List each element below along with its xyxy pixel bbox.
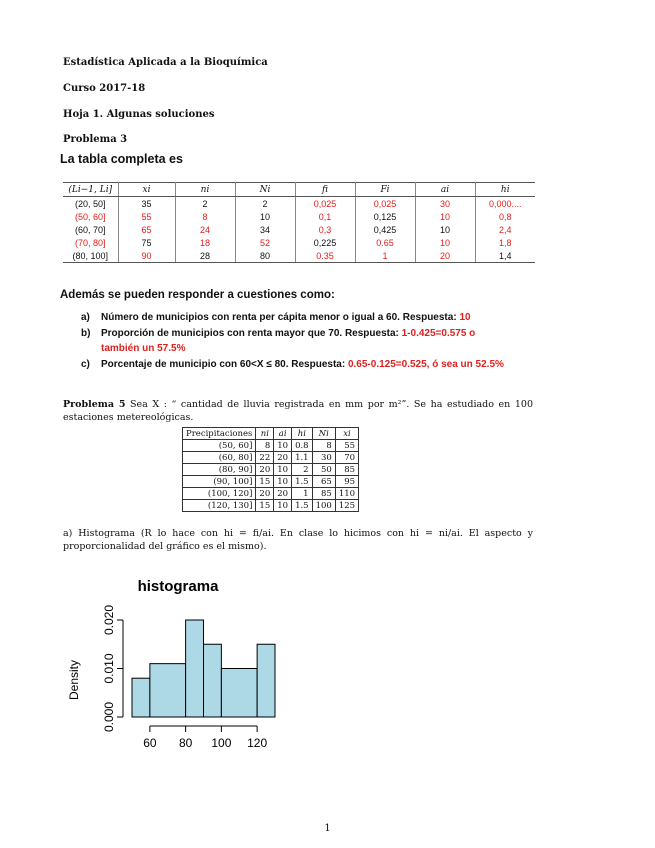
table1-cell: (70, 80] bbox=[63, 236, 118, 249]
table2-cell: 100 bbox=[312, 500, 335, 512]
table1-row bbox=[63, 249, 535, 263]
table2-header-cell: Ni bbox=[312, 428, 335, 440]
table2-row bbox=[183, 500, 359, 512]
table1-header-cell: xi bbox=[118, 183, 175, 197]
table2-cell: 10 bbox=[274, 500, 292, 512]
course-title: Estadística Aplicada a la Bioquímica bbox=[63, 57, 268, 68]
chart-title: histograma bbox=[137, 578, 219, 595]
table1-header-cell: hi bbox=[475, 183, 535, 197]
histogram-bar bbox=[221, 669, 257, 718]
table2-header-cell: Precipitaciones bbox=[183, 428, 256, 440]
y-tick-label: 0.020 bbox=[102, 604, 116, 636]
problem5-statement: Problema 5 Sea X : “ cantidad de lluvia registrada en mm por m²”. Se ha estudiado en 100 estaciones metereológicas. bbox=[63, 399, 533, 423]
table1-cell: (60, 70] bbox=[63, 223, 118, 236]
table2-cell: 20 bbox=[256, 488, 274, 500]
table1-row bbox=[63, 210, 535, 223]
table1-cell: 0.65 bbox=[355, 236, 415, 249]
table1-cell: 0.35 bbox=[295, 249, 355, 263]
table2-cell: 65 bbox=[312, 476, 335, 488]
table1-cell: 2,4 bbox=[498, 224, 512, 235]
table2-row bbox=[183, 464, 359, 476]
table1-cell: 75 bbox=[118, 236, 175, 249]
table2-cell: 1.5 bbox=[292, 500, 313, 512]
table-intro: La tabla completa es bbox=[60, 152, 183, 166]
table1-cell: 8 bbox=[175, 210, 235, 223]
table2-cell: 8 bbox=[256, 440, 274, 452]
table1-cell: 18 bbox=[175, 236, 235, 249]
table1-cell: 52 bbox=[235, 236, 295, 249]
histogram-note: a) Histograma (R lo hace con hi = fi/ai. En clase lo hicimos con hi = ni/ai. El aspecto y proporcionalidad del gráfico es el mismo). bbox=[63, 528, 533, 552]
table2-cell: (120, 130] bbox=[183, 500, 256, 512]
table1-header-cell: Fi bbox=[355, 183, 415, 197]
table2-cell: 85 bbox=[312, 488, 335, 500]
table2-cell: (60, 80] bbox=[183, 452, 256, 464]
table1-cell: 10 bbox=[415, 210, 475, 223]
question-c: c) Porcentaje de municipio con 60<X ≤ 80. Respuesta: 0.65-0.125=0.525, ó sea un 52.5% bbox=[81, 359, 504, 370]
histogram-bar bbox=[186, 620, 204, 717]
table2-cell: 110 bbox=[335, 488, 358, 500]
y-axis-label: Density bbox=[67, 659, 81, 701]
table1-cell: 1,8 bbox=[498, 237, 512, 248]
x-tick-label: 120 bbox=[247, 736, 268, 750]
table2-cell: 10 bbox=[274, 464, 292, 476]
table2-cell: 15 bbox=[256, 500, 274, 512]
table1-cell: (20, 50] bbox=[63, 197, 118, 211]
table2-cell: 70 bbox=[335, 452, 358, 464]
table2-cell: 1 bbox=[292, 488, 313, 500]
table2-cell: 30 bbox=[312, 452, 335, 464]
y-tick-label: 0.000 bbox=[102, 701, 116, 733]
y-tick-label: 0.010 bbox=[102, 653, 116, 684]
table2-cell: 1.5 bbox=[292, 476, 313, 488]
table1-cell: 1 bbox=[355, 249, 415, 263]
table2-row bbox=[183, 488, 359, 500]
table1-cell: 0,8 bbox=[498, 211, 512, 222]
table1-cell: 24 bbox=[175, 223, 235, 236]
table1-cell: 0,225 bbox=[295, 236, 355, 249]
table1-cell: 30 bbox=[415, 197, 475, 211]
histogram-bar bbox=[150, 664, 186, 717]
table1-cell: 10 bbox=[415, 223, 475, 236]
table1-row bbox=[63, 223, 535, 236]
table2-cell: 15 bbox=[256, 476, 274, 488]
table2-row bbox=[183, 476, 359, 488]
table2-cell: (80, 90] bbox=[183, 464, 256, 476]
x-tick-label: 100 bbox=[211, 736, 232, 750]
table1-cell: 90 bbox=[118, 249, 175, 263]
table2-cell: 8 bbox=[312, 440, 335, 452]
question-b-continued: también un 57.5% bbox=[101, 343, 186, 354]
histogram-bar bbox=[257, 644, 275, 717]
table1-header-cell: ai bbox=[415, 183, 475, 197]
table1-row bbox=[63, 236, 535, 249]
question-a: a) Número de municipios con renta per cápita menor o igual a 60. Respuesta: 10 bbox=[81, 312, 471, 323]
table2-cell: (90, 100] bbox=[183, 476, 256, 488]
table1-cell: 10 bbox=[415, 236, 475, 249]
table2-row bbox=[183, 440, 359, 452]
histogram-bar bbox=[132, 678, 150, 717]
table1-cell: (50, 60] bbox=[63, 210, 118, 223]
table2-row bbox=[183, 452, 359, 464]
table2-cell: 22 bbox=[256, 452, 274, 464]
table1-cell: 0,425 bbox=[355, 223, 415, 236]
table1-header-cell: (Li−1, Li] bbox=[63, 183, 118, 197]
table1-header-cell: fi bbox=[295, 183, 355, 197]
precipitation-table bbox=[182, 427, 359, 512]
table1-cell: 0,3 bbox=[295, 223, 355, 236]
table2-cell: 125 bbox=[335, 500, 358, 512]
histogram-bar bbox=[204, 644, 222, 717]
table2-cell: 10 bbox=[274, 440, 292, 452]
x-tick-label: 60 bbox=[143, 736, 157, 750]
table1-row bbox=[63, 197, 535, 211]
table1-cell: 0,000.... bbox=[488, 198, 522, 209]
frequency-table bbox=[63, 182, 535, 263]
table2-header-cell: hi bbox=[292, 428, 313, 440]
table1-cell: 28 bbox=[175, 249, 235, 263]
table2-cell: 20 bbox=[274, 452, 292, 464]
table1-cell: 0,125 bbox=[355, 210, 415, 223]
table1-cell: (80, 100] bbox=[63, 249, 118, 263]
sheet-title: Hoja 1. Algunas soluciones bbox=[63, 109, 215, 120]
table1-cell: 35 bbox=[118, 197, 175, 211]
table1-header-cell: Ni bbox=[235, 183, 295, 197]
table2-cell: 20 bbox=[274, 488, 292, 500]
table1-cell: 0,1 bbox=[295, 210, 355, 223]
x-tick-label: 80 bbox=[178, 736, 193, 750]
table2-cell: 55 bbox=[335, 440, 358, 452]
table2-cell: (100, 120] bbox=[183, 488, 256, 500]
table1-cell: 65 bbox=[118, 223, 175, 236]
table2-cell: 85 bbox=[335, 464, 358, 476]
table1-cell: 1,4 bbox=[475, 249, 535, 263]
problem3-title: Problema 3 bbox=[63, 134, 128, 145]
table1-cell: 2 bbox=[235, 197, 295, 211]
page-number: 1 bbox=[324, 823, 331, 834]
table1-cell: 10 bbox=[235, 210, 295, 223]
table2-cell: 2 bbox=[292, 464, 313, 476]
table1-cell: 0,025 bbox=[355, 197, 415, 211]
table2-cell: 95 bbox=[335, 476, 358, 488]
table1-header-cell: ni bbox=[175, 183, 235, 197]
table2-header-cell: ni bbox=[256, 428, 274, 440]
table1-cell: 2 bbox=[175, 197, 235, 211]
table1-cell: 0,025 bbox=[295, 197, 355, 211]
histogram-chart bbox=[60, 570, 290, 760]
table2-cell: 1.1 bbox=[292, 452, 313, 464]
course-year: Curso 2017-18 bbox=[63, 83, 146, 94]
table1-cell: 34 bbox=[235, 223, 295, 236]
table1-cell: 55 bbox=[118, 210, 175, 223]
questions-intro: Además se pueden responder a cuestiones como: bbox=[60, 289, 335, 301]
table1-cell: 20 bbox=[415, 249, 475, 263]
table2-cell: 20 bbox=[256, 464, 274, 476]
table2-header-cell: ai bbox=[274, 428, 292, 440]
table2-cell: 0.8 bbox=[292, 440, 313, 452]
table2-cell: 50 bbox=[312, 464, 335, 476]
table1-cell: 80 bbox=[235, 249, 295, 263]
question-b: b) Proporción de municipios con renta mayor que 70. Respuesta: 1-0.425=0.575 o bbox=[81, 328, 476, 339]
table2-cell: 10 bbox=[274, 476, 292, 488]
table2-cell: (50, 60] bbox=[183, 440, 256, 452]
table2-header-cell: xi bbox=[335, 428, 358, 440]
